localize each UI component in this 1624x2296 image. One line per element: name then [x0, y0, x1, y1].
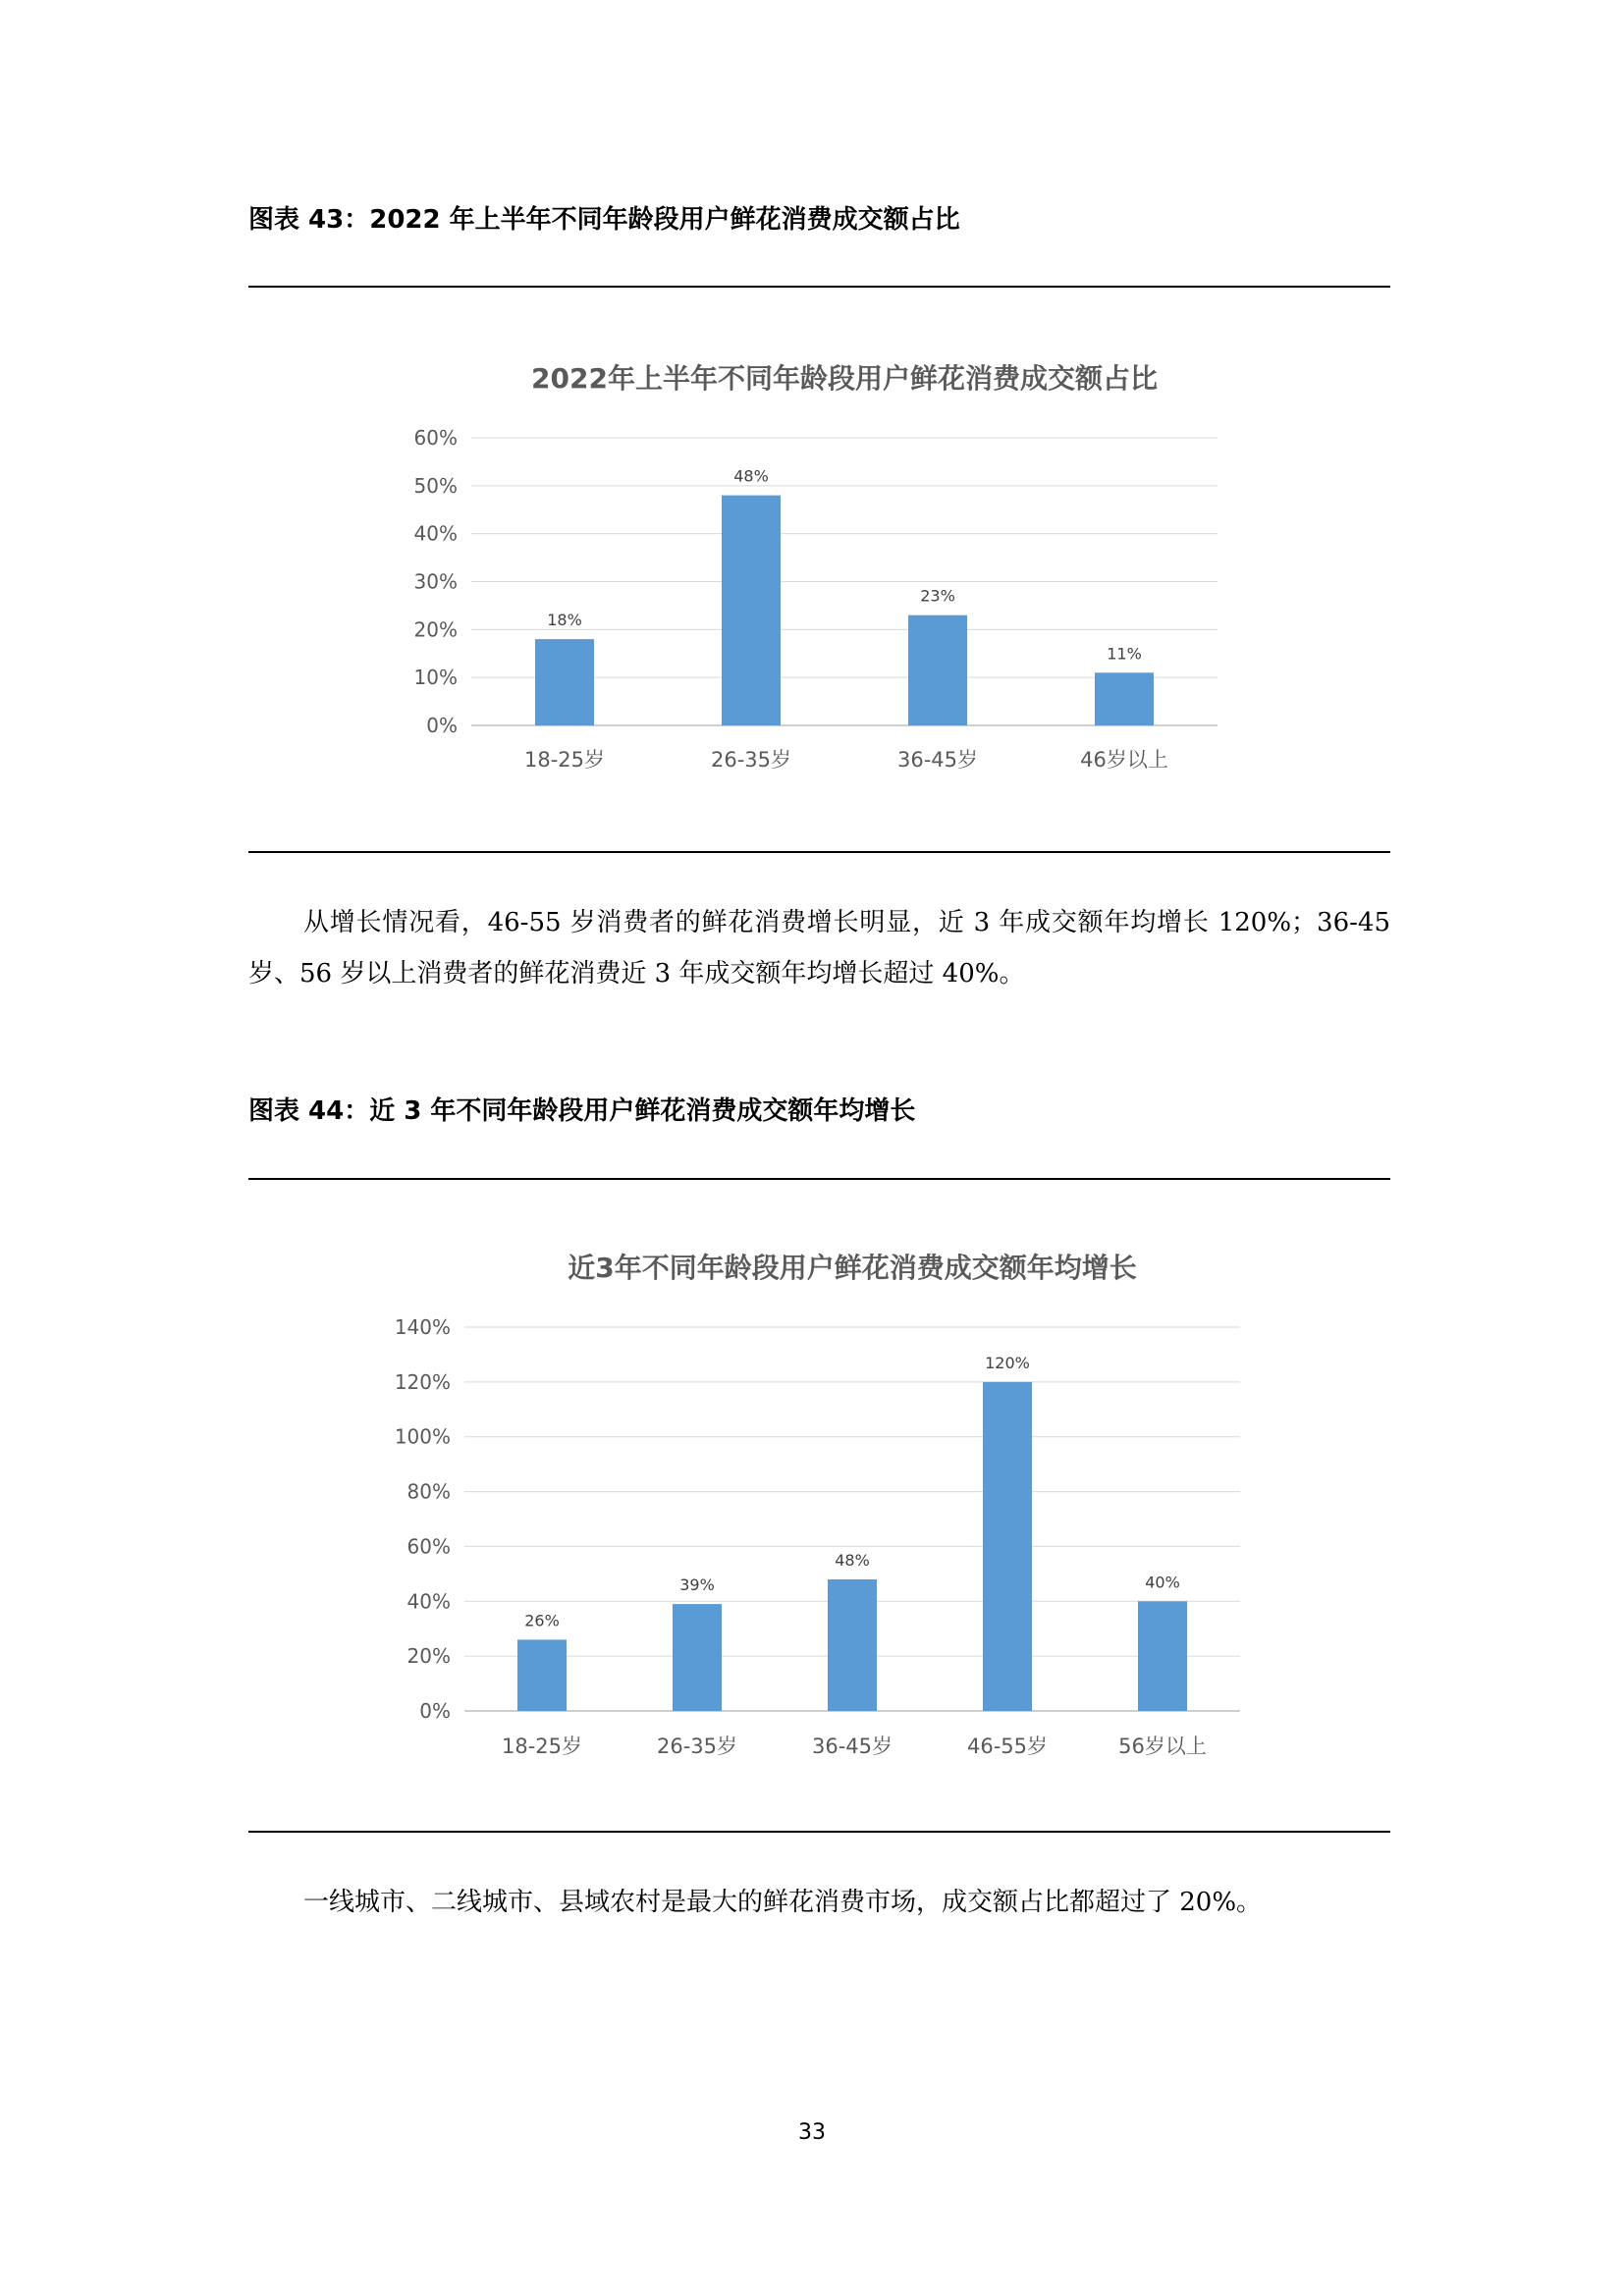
figure-43-data-label: 23%: [920, 586, 955, 606]
figure-43-data-label: 18%: [547, 611, 582, 630]
figure-43-bar: [535, 639, 594, 725]
figure-44-y-tick-label: 120%: [394, 1369, 451, 1394]
figure-44-category-label: 36-45岁: [811, 1735, 893, 1758]
figure-44-bar: [673, 1604, 722, 1711]
figure-44-data-label: 39%: [679, 1575, 715, 1595]
figure-44-y-tick-label: 40%: [406, 1589, 451, 1614]
body-paragraph-growth: 从增长情况看，46-55 岁消费者的鲜花消费增长明显，近 3 年成交额年均增长 120%；36-45 岁、56 岁以上消费者的鲜花消费近 3 年成交额年均增长超过 40%。: [248, 908, 1390, 988]
figure-43-data-label: 48%: [733, 466, 769, 486]
figure-44-bar: [1138, 1601, 1187, 1711]
figure-43-y-tick-label: 50%: [413, 473, 458, 498]
figure-43-category-label: 18-25岁: [523, 748, 606, 772]
figure-44-category-label: 26-35岁: [656, 1735, 738, 1758]
page-number: 33: [798, 2120, 826, 2145]
figure-43-top-rule: [248, 286, 1390, 288]
figure-44-caption: 图表 44：近 3 年不同年龄段用户鲜花消费成交额年均增长: [248, 1096, 916, 1126]
figure-44-chart: [248, 1232, 1390, 1782]
figure-44-bar: [517, 1639, 567, 1711]
figure-44-y-tick-label: 100%: [394, 1424, 451, 1449]
figure-43-y-tick-label: 30%: [413, 569, 458, 594]
figure-43-bar: [1095, 672, 1154, 725]
figure-44-y-tick-label: 60%: [406, 1534, 451, 1559]
figure-44-data-label: 40%: [1145, 1573, 1180, 1592]
figure-43-bar: [722, 496, 781, 725]
figure-43-category-label: 46岁以上: [1080, 748, 1168, 772]
figure-44-chart-title: 近3年不同年龄段用户鲜花消费成交额年均增长: [568, 1252, 1137, 1284]
figure-43-category-label: 36-45岁: [896, 748, 979, 772]
figure-44-bottom-rule: [248, 1831, 1390, 1833]
figure-44-chart-svg: [248, 1232, 1390, 1782]
figure-43-y-tick-label: 60%: [413, 426, 458, 450]
figure-43-y-tick-label: 40%: [413, 521, 458, 546]
figure-43-chart-svg: [248, 344, 1390, 795]
figure-44-top-rule: [248, 1178, 1390, 1180]
figure-43-chart-title: 2022年上半年不同年龄段用户鲜花消费成交额占比: [531, 362, 1158, 395]
figure-44-y-tick-label: 80%: [406, 1479, 451, 1504]
figure-43-data-label: 11%: [1107, 644, 1142, 664]
figure-43-category-label: 26-35岁: [710, 748, 792, 772]
body-paragraph-markets: 一线城市、二线城市、县域农村是最大的鲜花消费市场，成交额占比都超过了 20%。: [303, 1888, 1263, 1917]
figure-44-bar: [828, 1579, 877, 1711]
figure-44-category-label: 46-55岁: [966, 1735, 1049, 1758]
figure-44-y-tick-label: 140%: [394, 1315, 451, 1339]
figure-43-y-tick-label: 20%: [413, 617, 458, 642]
figure-44-category-label: 56岁以上: [1118, 1735, 1207, 1758]
figure-44-category-label: 18-25岁: [501, 1735, 583, 1758]
figure-44-y-tick-label: 0%: [419, 1699, 451, 1723]
figure-43-y-tick-label: 0%: [426, 714, 458, 737]
figure-43-caption: 图表 43：2022 年上半年不同年龄段用户鲜花消费成交额占比: [248, 205, 960, 235]
figure-43-bottom-rule: [248, 851, 1390, 853]
figure-44-data-label: 120%: [985, 1353, 1030, 1372]
figure-44-data-label: 48%: [835, 1550, 870, 1570]
figure-43-y-tick-label: 10%: [413, 666, 458, 690]
figure-43-chart: [248, 344, 1390, 795]
figure-44-bar: [983, 1382, 1032, 1711]
figure-43-bar: [908, 615, 967, 725]
figure-44-y-tick-label: 20%: [406, 1644, 451, 1669]
figure-44-data-label: 26%: [524, 1611, 560, 1630]
